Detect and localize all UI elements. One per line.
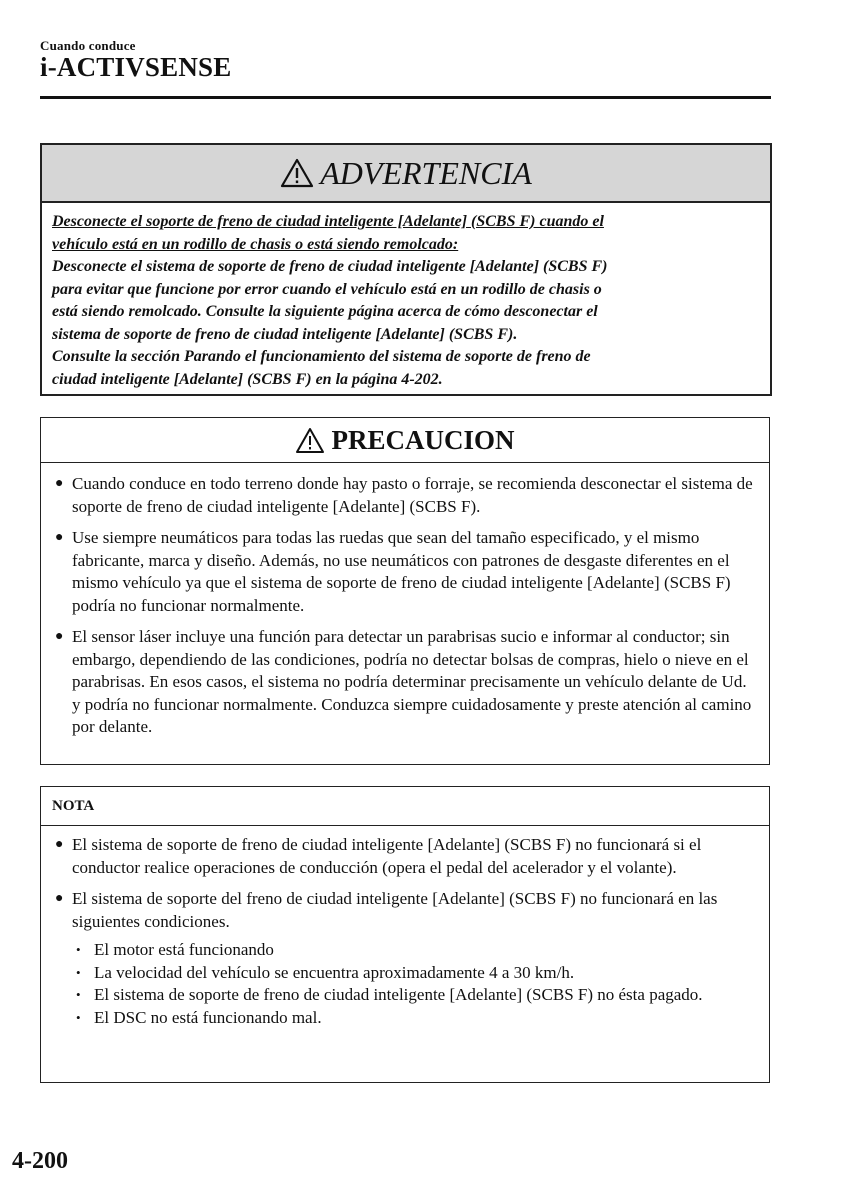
- warning-line: sistema de soporte de freno de ciudad inteligente [Adelante] (SCBS F).: [52, 325, 518, 343]
- warning-lead-line: Desconecte el soporte de freno de ciudad inteligente [Adelante] (SCBS F) cuando el: [52, 213, 604, 230]
- note-sublist: [41, 939, 769, 1029]
- caution-header: [41, 418, 769, 463]
- bullet-icon: •: [76, 964, 81, 980]
- list-item-text: El sensor láser incluye una función para detectar un parabrisas sucio e informar al conductor; sin embargo, dependiendo de las condiciones, podría no detectar bolsas de compras, hielo o nieve en el parabrisas. En esos casos, el sistema no podría determinar precisamente un vehículo delante de Ud. y podría no funcionar normalmente. Conduzca siempre cuidadosamente y preste atención al camino por delante.: [72, 627, 752, 736]
- list-item: [41, 527, 769, 617]
- sublist-item: [41, 1007, 769, 1030]
- sublist-item-text: La velocidad del vehículo se encuentra aproximadamente 4 a 30 km/h.: [94, 962, 575, 982]
- note-box: [40, 786, 770, 1083]
- page-number: 4-200: [12, 1148, 68, 1174]
- section-label: Cuando conduce: [40, 38, 136, 53]
- sublist-item: [41, 939, 769, 962]
- page-title: i-ACTIVSENSE: [40, 52, 232, 82]
- warning-header: [42, 145, 770, 203]
- caution-box: [40, 417, 770, 765]
- warning-line: ciudad inteligente [Adelante] (SCBS F) en la página 4-202.: [52, 370, 443, 388]
- caution-list: [41, 463, 769, 739]
- warning-text: [42, 203, 770, 391]
- list-item-text: Cuando conduce en todo terreno donde hay pasto o forraje, se recomienda desconectar el sistema de soporte de freno de ciudad inteligente [Adelante] (SCBS F).: [72, 474, 753, 516]
- bullet-icon: •: [76, 942, 81, 957]
- list-item: [41, 834, 769, 879]
- title-divider: [40, 96, 771, 99]
- caution-title: PRECAUCION: [331, 424, 515, 455]
- warning-box: [40, 143, 772, 396]
- sublist-item-text: El motor está funcionando: [94, 940, 274, 959]
- sublist-item: [41, 962, 769, 985]
- sublist-item-text: El DSC no está funcionando mal.: [94, 1007, 322, 1027]
- note-header: NOTA: [41, 787, 769, 826]
- warning-line: Desconecte el sistema de soporte de freno de ciudad inteligente [Adelante] (SCBS F): [52, 258, 608, 275]
- list-item-text: El sistema de soporte del freno de ciudad inteligente [Adelante] (SCBS F) no funcionará en las siguientes condiciones.: [72, 889, 718, 931]
- warning-line: Consulte la sección Parando el funcionamiento del sistema de soporte de freno de: [52, 348, 591, 365]
- list-item: [41, 473, 769, 518]
- sublist-item: [41, 984, 769, 1007]
- bullet-icon: ●: [55, 629, 64, 644]
- bullet-icon: •: [76, 1009, 81, 1025]
- warning-lead-line: vehículo está en un rodillo de chasis o está siendo remolcado:: [52, 235, 459, 253]
- warning-triangle-icon: [280, 158, 314, 188]
- sublist-item-text: El sistema de soporte de freno de ciudad inteligente [Adelante] (SCBS F) no ésta pagado.: [94, 985, 703, 1004]
- note-list: [41, 826, 769, 933]
- bullet-icon: •: [76, 987, 81, 1002]
- list-item-text: Use siempre neumáticos para todas las ruedas que sean del tamaño especificado, y el mismo fabricante, marca y diseño. Además, no use neumáticos con patrones de desgaste diferentes en el mismo vehículo ya que el sistema de soporte de freno de ciudad inteligente [Adelante] (SCBS F) podría no funcionar normalmente.: [72, 528, 731, 615]
- list-item: [41, 888, 769, 933]
- caution-triangle-icon: [295, 427, 325, 454]
- bullet-icon: ●: [55, 530, 64, 545]
- warning-line: está siendo remolcado. Consulte la siguiente página acerca de cómo desconectar el: [52, 303, 598, 320]
- bullet-icon: ●: [55, 891, 64, 906]
- warning-title: ADVERTENCIA: [320, 154, 532, 191]
- list-item-text: El sistema de soporte de freno de ciudad inteligente [Adelante] (SCBS F) no funcionará si el conductor realice operaciones de conducción (opera el pedal del acelerador y el volante).: [72, 835, 702, 877]
- bullet-icon: ●: [55, 476, 64, 491]
- list-item: [41, 626, 769, 739]
- warning-line: para evitar que funcione por error cuando el vehículo está en un rodillo de chasis o: [52, 280, 602, 298]
- bullet-icon: ●: [55, 837, 64, 852]
